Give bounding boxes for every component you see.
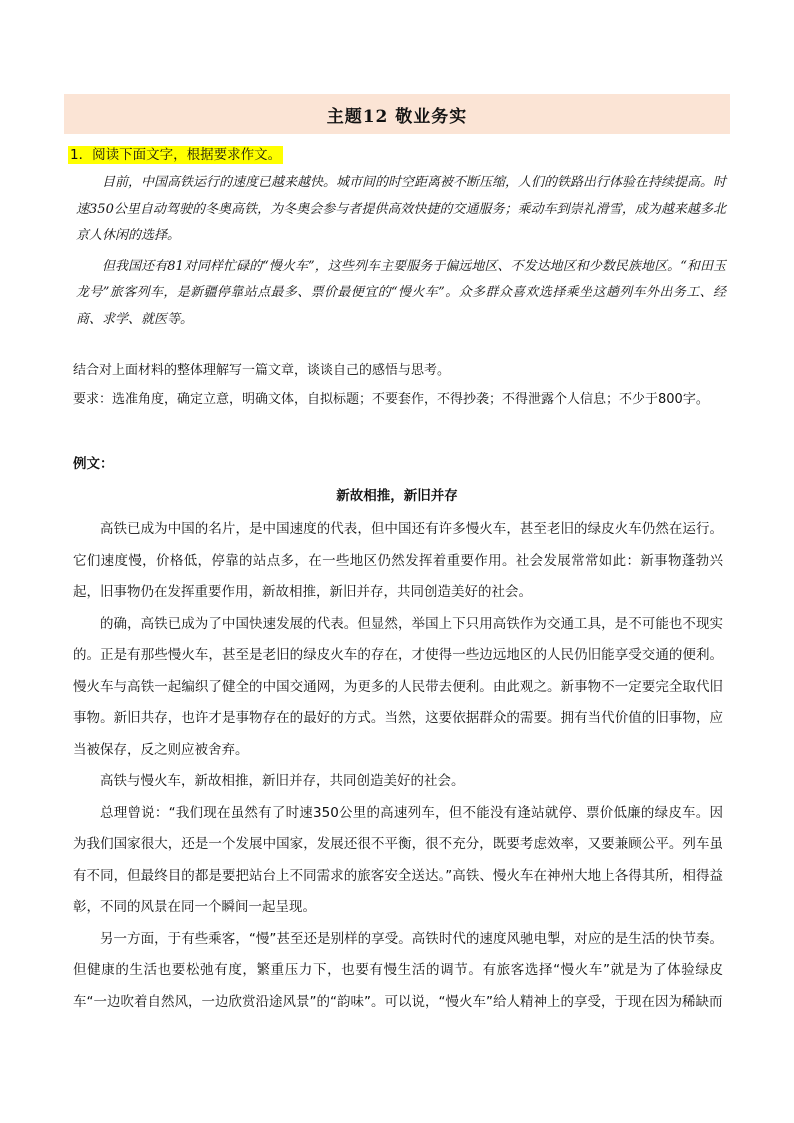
essay-title: 新故相推，新旧并存 xyxy=(336,488,458,504)
topic-title: 主题12 敬业务实 xyxy=(326,106,468,127)
instruction-prompt: 结合对上面材料的整体理解写一篇文章，谈谈自己的感悟与思考。 xyxy=(73,363,451,378)
example-label: 例文： xyxy=(73,456,114,472)
instruction-requirements: 要求：选准角度，确定立意，明确文体，自拟标题；不要套作，不得抄袭；不得泄露个人信息；不少于800字。 xyxy=(73,392,709,407)
writing-instructions xyxy=(73,356,723,414)
topic-title-banner xyxy=(64,94,730,134)
material-paragraph: 但我国还有81对同样忙碌的“慢火车”，这些列车主要服务于偏远地区、不发达地区和少数民族地区。“和田玉龙号”旅客列车，是新疆停靠站点最多、票价最便宜的“慢火车”。众多群众喜欢选择乘坐这趟列车外出务工、经商、求学、就医等。 xyxy=(76,258,726,327)
essay-paragraph: 的确，高铁已成为了中国快速发展的代表。但显然，举国上下只用高铁作为交通工具，是不可能也不现实的。正是有那些慢火车，甚至是老旧的绿皮火车的存在，才使得一些边远地区的人民仍旧能享受交通的便利。慢火车与高铁一起编织了健全的中国交通网，为更多的人民带去便利。由此观之。新事物不一定要完全取代旧事物。新旧共存，也许才是事物存在的最好的方式。当然，这要依据群众的需要。拥有当代价值的旧事物，应当被保存，反之则应被舍弃。 xyxy=(73,615,723,758)
material-paragraph: 目前，中国高铁运行的速度已越来越快。城市间的时空距离被不断压缩，人们的铁路出行体验在持续提高。时速350公里自动驾驶的冬奥高铁，为冬奥会参与者提供高效快捷的交通服务；乘动车到崇礼滑雪，成为越来越多北京人休闲的选择。 xyxy=(76,175,727,243)
essay-paragraph: 高铁已成为中国的名片，是中国速度的代表，但中国还有许多慢火车，甚至老旧的绿皮火车仍然在运行。它们速度慢，价格低，停靠的站点多，在一些地区仍然发挥着重要作用。社会发展常常如此：新事物蓬勃兴起，旧事物仍在发挥重要作用，新故相推，新旧并存，共同创造美好的社会。 xyxy=(73,521,723,600)
essay-body xyxy=(73,514,723,1018)
reading-material xyxy=(76,170,726,337)
question-highlight: 1．阅读下面文字，根据要求作文。 xyxy=(70,147,282,163)
essay-paragraph: 总理曾说：“我们现在虽然有了时速350公里的高速列车，但不能没有逢站就停、票价低廉的绿皮车。因为我们国家很大，还是一个发展中国家，发展还很不平衡，很不充分，既要考虑效率，又要兼顾公平。列车虽有不同，但最终目的都是要把站台上不同需求的旅客安全送达。”高铁、慢火车在神州大地上各得其所，相得益彰，不同的风景在同一个瞬间一起呈现。 xyxy=(73,804,723,915)
question-label xyxy=(68,143,283,163)
essay-paragraph: 高铁与慢火车，新故相推，新旧并存，共同创造美好的社会。 xyxy=(100,773,465,789)
essay-paragraph: 另一方面，于有些乘客，“慢”甚至还是别样的享受。高铁时代的速度风驰电掣，对应的是生活的快节奏。但健康的生活也要松弛有度，繁重压力下，也要有慢生活的调节。有旅客选择“慢火车”就是为了体验绿皮车“一边吹着自然风，一边欣赏沿途风景”的“韵味”。可以说，“慢火车”给人精神上的享受，于现在因为稀缺而 xyxy=(73,930,723,1010)
